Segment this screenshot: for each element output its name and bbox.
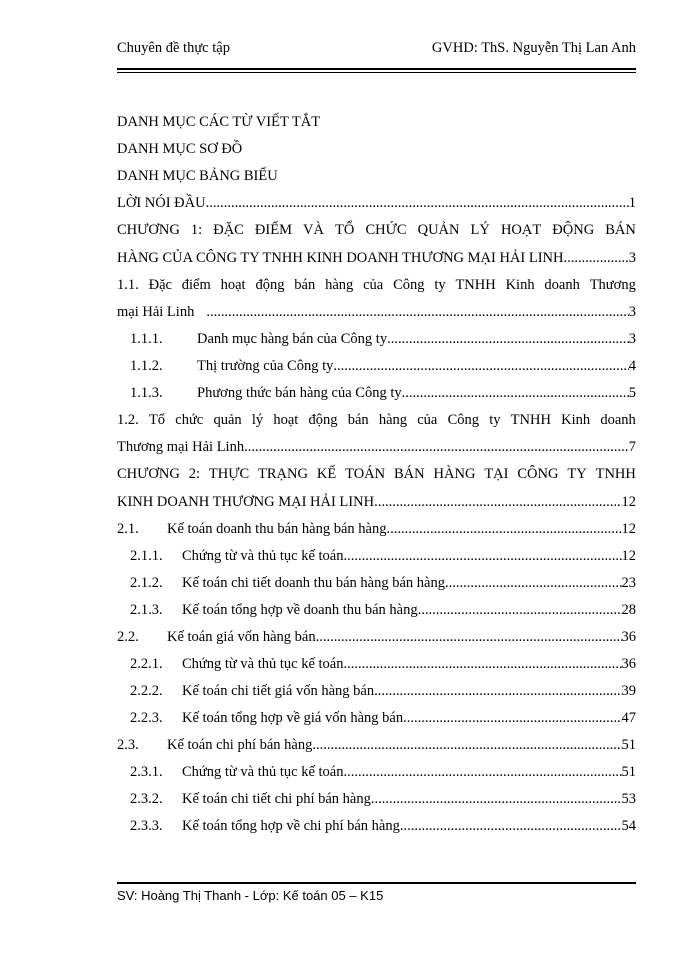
- toc-subsection-2-1-3[interactable]: [117, 598, 636, 622]
- toc-section-1-1-line2[interactable]: [117, 300, 636, 324]
- toc-leader-dots: [418, 598, 622, 622]
- toc-section-number: 2.2.3.: [130, 710, 163, 726]
- toc-subsection-2-2-2[interactable]: [117, 679, 636, 703]
- toc-leader-dots: [402, 381, 629, 405]
- toc-word: hoạt: [273, 412, 299, 428]
- toc-word: TOÁN: [345, 466, 386, 482]
- toc-word: TẠI: [484, 466, 509, 482]
- toc-page-number: 28: [621, 602, 636, 618]
- toc-word: TNHH: [455, 277, 496, 293]
- toc-section-number: 2.1.: [117, 521, 139, 537]
- toc-entry-label: Kế toán doanh thu bán hàng bán hàng: [167, 521, 387, 537]
- header-advisor: GVHD: ThS. Nguyễn Thị Lan Anh: [431, 40, 636, 56]
- toc-leader-dots: [564, 246, 629, 270]
- toc-leader-dots: [312, 733, 621, 757]
- toc-entry-label: mại Hải Linh: [117, 304, 195, 320]
- toc-chapter-2-line1[interactable]: [117, 462, 636, 486]
- toc-page-number: 12: [621, 521, 636, 537]
- toc-word: 1:: [190, 222, 203, 238]
- toc-subsection-2-2-1[interactable]: [117, 652, 636, 676]
- toc-entry-label: Kế toán chi tiết giá vốn hàng bán: [182, 683, 375, 699]
- toc-entry-label: Kế toán chi phí bán hàng: [167, 737, 313, 753]
- toc-page-number: 51: [621, 764, 636, 780]
- toc-entry-label: HÀNG CỦA CÔNG TY TNHH KINH DOANH THƯƠNG MẠI HẢI LINH: [117, 250, 564, 266]
- toc-word: BÁN: [394, 466, 425, 482]
- toc-word: ĐỘNG: [552, 222, 595, 238]
- toc-subsection-2-1-1[interactable]: [117, 544, 636, 568]
- toc-list-abbreviations[interactable]: DANH MỤC CÁC TỪ VIẾT TẮT: [117, 114, 321, 130]
- toc-entry-label: LỜI NÓI ĐẦU: [117, 195, 206, 211]
- toc-section-number: 1.1.2.: [130, 358, 163, 374]
- toc-page-number: 23: [621, 575, 636, 591]
- toc-leader-dots: [244, 435, 629, 459]
- toc-section-1-1-line1[interactable]: [117, 273, 636, 297]
- toc-entry-label: Kế toán chi tiết chi phí bán hàng: [182, 791, 371, 807]
- toc-word: hoạt: [220, 277, 246, 293]
- toc-word: TỔ: [335, 222, 355, 238]
- toc-leader-dots: [387, 327, 629, 351]
- toc-page-number: 36: [621, 656, 636, 672]
- toc-page-number: 54: [621, 818, 636, 834]
- toc-entry-label: Thị trường của Công ty: [197, 358, 334, 374]
- toc-section-number: 2.1.3.: [130, 602, 163, 618]
- toc-word: QUẢN: [417, 222, 460, 238]
- toc-entry-label: Thương mại Hải Linh: [117, 439, 245, 455]
- toc-leader-dots: [400, 814, 622, 838]
- toc-word: HOẠT: [500, 222, 542, 238]
- toc-list-tables[interactable]: DANH MỤC BẢNG BIỂU: [117, 168, 278, 184]
- toc-word: ty: [434, 277, 446, 293]
- toc-leader-dots: [344, 544, 622, 568]
- toc-leader-dots: [206, 191, 629, 215]
- toc-word: hàng: [378, 412, 408, 428]
- toc-word: TNHH: [595, 466, 636, 482]
- toc-leader-dots: [403, 706, 621, 730]
- toc-list-diagrams[interactable]: DANH MỤC SƠ ĐỒ: [117, 141, 243, 157]
- toc-section-number: 2.1.2.: [130, 575, 163, 591]
- toc-page-number: 12: [621, 494, 636, 510]
- toc-subsection-2-2-3[interactable]: [117, 706, 636, 730]
- toc-word: VÀ: [303, 222, 324, 238]
- toc-section-number: 1.1.1.: [130, 331, 163, 347]
- toc-page-number: 36: [621, 629, 636, 645]
- toc-leader-dots: [445, 571, 622, 595]
- toc-word: HÀNG: [433, 466, 476, 482]
- toc-word: của: [363, 277, 384, 293]
- toc-page-number: 3: [628, 304, 636, 320]
- toc-section-number: 1.1.: [117, 277, 139, 293]
- page-footer: SV: Hoàng Thị Thanh - Lớp: Kế toán 05 – K15: [117, 888, 384, 903]
- toc-section-1-2-line1[interactable]: [117, 408, 636, 432]
- toc-section-2-2[interactable]: [117, 625, 636, 649]
- toc-word: bán: [347, 412, 369, 428]
- page-header: [117, 40, 636, 62]
- toc-word: BÁN: [605, 222, 636, 238]
- toc-section-number: 2.3.: [117, 737, 139, 753]
- toc-entry-label: Chứng từ và thủ tục kế toán: [182, 764, 344, 780]
- toc-chapter-1-line1[interactable]: [117, 218, 636, 242]
- toc-leader-dots: [374, 490, 621, 514]
- toc-leader-dots: [206, 300, 628, 324]
- toc-subsection-2-3-3[interactable]: [117, 814, 636, 838]
- toc-word: ĐẶC: [213, 222, 244, 238]
- toc-word: hàng: [325, 277, 354, 293]
- toc-word: của: [417, 412, 438, 428]
- toc-word: LÝ: [470, 222, 490, 238]
- toc-section-2-3[interactable]: [117, 733, 636, 757]
- toc-word: quản: [213, 412, 242, 428]
- toc-section-number: 2.2.2.: [130, 683, 163, 699]
- toc-word: ĐIỂM: [254, 222, 292, 238]
- toc-entry-label: KINH DOANH THƯƠNG MẠI HẢI LINH: [117, 494, 375, 510]
- toc-word: KẾ: [316, 466, 337, 482]
- toc-page-number: 39: [621, 683, 636, 699]
- toc-word: Đặc: [148, 277, 172, 293]
- toc-leader-dots: [386, 517, 621, 541]
- toc-section-number: 2.1.1.: [130, 548, 163, 564]
- toc-page-number: 12: [621, 548, 636, 564]
- toc-word: chức: [175, 412, 204, 428]
- toc-word: doanh: [544, 277, 580, 293]
- toc-section-number: 2.2.1.: [130, 656, 163, 672]
- toc-page-number: 3: [628, 331, 636, 347]
- toc-word: CHƯƠNG: [117, 222, 180, 238]
- toc-section-number: 1.2.: [117, 412, 139, 428]
- toc-word: Kinh: [561, 412, 591, 428]
- toc-word: bán: [294, 277, 316, 293]
- footer-rule: [117, 882, 636, 884]
- toc-entry-label: Danh mục hàng bán của Công ty: [197, 331, 388, 347]
- toc-word: CÔNG: [517, 466, 559, 482]
- toc-page-number: 1: [628, 195, 636, 211]
- toc-leader-dots: [316, 625, 622, 649]
- toc-word: doanh: [600, 412, 636, 428]
- toc-leader-dots: [333, 354, 628, 378]
- toc-leader-dots: [344, 760, 622, 784]
- toc-chapter-2-line2[interactable]: [117, 490, 636, 514]
- toc-word: TNHH: [510, 412, 551, 428]
- toc-page-number: 5: [628, 385, 636, 401]
- toc-subsection-2-1-2[interactable]: [117, 571, 636, 595]
- toc-section-number: 1.1.3.: [130, 385, 163, 401]
- toc-entry-label: Kế toán tổng hợp về giá vốn hàng bán: [182, 710, 404, 726]
- toc-entry-intro[interactable]: [117, 191, 636, 215]
- toc-chapter-1-line2[interactable]: [117, 246, 636, 270]
- toc-section-number: 2.3.3.: [130, 818, 163, 834]
- toc-subsection-1-1-2[interactable]: [117, 354, 636, 378]
- toc-section-2-1[interactable]: [117, 517, 636, 541]
- toc-section-number: 2.3.1.: [130, 764, 163, 780]
- toc-word: Công: [447, 412, 479, 428]
- header-title: Chuyên đề thực tập: [117, 40, 230, 56]
- toc-word: Tổ: [148, 412, 166, 428]
- toc-word: ty: [489, 412, 501, 428]
- toc-word: động: [308, 412, 338, 428]
- toc-leader-dots: [344, 652, 622, 676]
- toc-word: CHƯƠNG: [117, 466, 180, 482]
- toc-word: TY: [567, 466, 587, 482]
- toc-leader-dots: [374, 679, 621, 703]
- toc-entry-label: Kế toán chi tiết doanh thu bán hàng bán hàng: [182, 575, 445, 591]
- toc-entry-label: Chứng từ và thủ tục kế toán: [182, 656, 344, 672]
- toc-word: lý: [251, 412, 264, 428]
- toc-word: 2:: [188, 466, 200, 482]
- toc-section-number: 2.3.2.: [130, 791, 163, 807]
- toc-page-number: 4: [628, 358, 636, 374]
- toc-word: Công: [393, 277, 425, 293]
- toc-page-number: 3: [628, 250, 636, 266]
- toc-entry-label: Chứng từ và thủ tục kế toán: [182, 548, 344, 564]
- toc-word: THỰC: [208, 466, 250, 482]
- toc-leader-dots: [371, 787, 622, 811]
- toc-subsection-2-3-1[interactable]: [117, 760, 636, 784]
- toc-subsection-2-3-2[interactable]: [117, 787, 636, 811]
- toc-section-number: 2.2.: [117, 629, 139, 645]
- toc-page-number: 51: [621, 737, 636, 753]
- toc-subsection-1-1-1[interactable]: [117, 327, 636, 351]
- header-rule-thin: [117, 72, 636, 73]
- toc-page-number: 7: [628, 439, 636, 455]
- toc-section-1-2-line2[interactable]: [117, 435, 636, 459]
- toc-word: động: [255, 277, 285, 293]
- toc-word: Thương: [589, 277, 636, 293]
- toc-entry-label: Kế toán giá vốn hàng bán: [167, 629, 316, 645]
- toc-entry-label: Kế toán tổng hợp về doanh thu bán hàng: [182, 602, 418, 618]
- toc-word: CHỨC: [365, 222, 407, 238]
- header-rule-thick: [117, 68, 636, 70]
- toc-page-number: 53: [621, 791, 636, 807]
- toc-subsection-1-1-3[interactable]: [117, 381, 636, 405]
- toc-entry-label: Phương thức bán hàng của Công ty: [197, 385, 402, 401]
- toc-word: điểm: [181, 277, 211, 293]
- toc-page-number: 47: [621, 710, 636, 726]
- toc-word: Kinh: [505, 277, 535, 293]
- toc-entry-label: Kế toán tổng hợp về chi phí bán hàng: [182, 818, 400, 834]
- toc-word: TRẠNG: [258, 466, 308, 482]
